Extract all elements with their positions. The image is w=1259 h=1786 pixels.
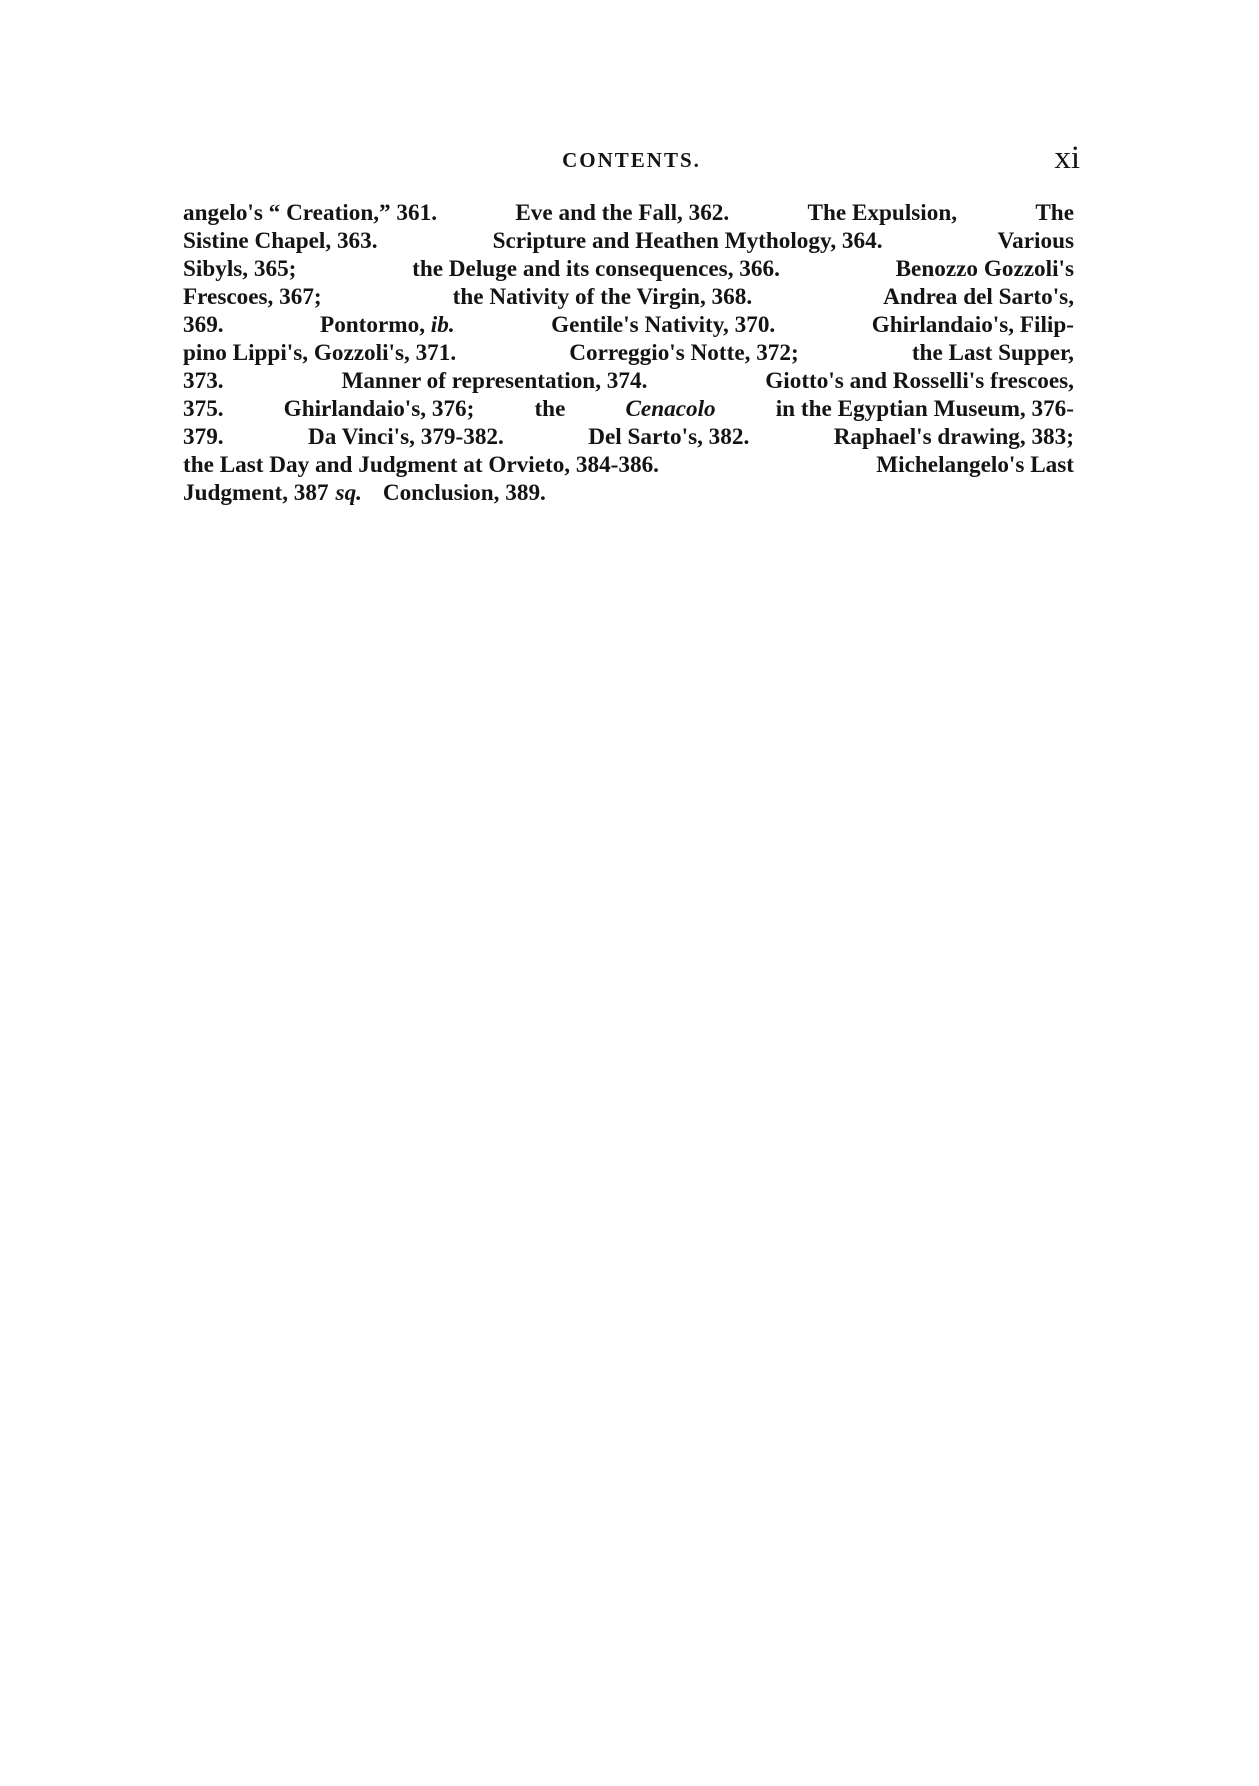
contents-segment: Scripture and Heathen Mythology, 364.: [492, 228, 883, 254]
italic-abbreviation: ib.: [430, 312, 455, 338]
contents-segment: in the Egyptian Museum, 376-: [775, 396, 1074, 422]
contents-line: [183, 227, 1074, 255]
contents-segment: angelo's “ Creation,” 361.: [183, 200, 437, 226]
contents-segment: 375.: [183, 396, 224, 422]
contents-segment: Ghirlandaio's, 376;: [283, 396, 475, 422]
italic-term: Cenacolo: [625, 396, 716, 422]
running-head: [183, 140, 1080, 180]
contents-text: [183, 199, 1074, 507]
contents-segment: Conclusion, 389.: [382, 480, 546, 506]
contents-segment: the Nativity of the Virgin, 368.: [452, 284, 753, 310]
contents-segment: The: [1035, 200, 1074, 226]
contents-line: [183, 395, 1074, 423]
contents-segment: 379.: [183, 424, 224, 450]
contents-segment: the Last Supper,: [911, 340, 1074, 366]
contents-line: [183, 451, 1074, 479]
contents-segment: Pontormo,: [320, 312, 425, 338]
contents-segment: 373.: [183, 368, 224, 394]
italic-abbreviation: sq.: [335, 480, 362, 506]
contents-segment: Judgment, 387: [183, 480, 329, 506]
contents-segment: Michelangelo's Last: [876, 452, 1074, 478]
contents-segment: the Last Day and Judgment at Orvieto, 384-386.: [183, 452, 659, 478]
contents-line: [183, 367, 1074, 395]
contents-segment: the Deluge and its consequences, 366.: [412, 256, 780, 282]
contents-segment: Raphael's drawing, 383;: [833, 424, 1074, 450]
contents-segment: Gentile's Nativity, 370.: [551, 312, 776, 338]
contents-segment: Andrea del Sarto's,: [883, 284, 1074, 310]
contents-line: [183, 339, 1074, 367]
contents-segment: 369.: [183, 312, 224, 338]
contents-line: [183, 423, 1074, 451]
contents-segment: Benozzo Gozzoli's: [895, 256, 1074, 282]
contents-line: [183, 479, 1074, 507]
contents-segment: Da Vinci's, 379-382.: [308, 424, 504, 450]
contents-segment: The Expulsion,: [807, 200, 958, 226]
contents-segment: Sistine Chapel, 363.: [183, 228, 378, 254]
contents-segment: pino Lippi's, Gozzoli's, 371.: [183, 340, 457, 366]
contents-segment: Manner of representation, 374.: [341, 368, 648, 394]
contents-segment: Various: [997, 228, 1074, 254]
contents-line: [183, 255, 1074, 283]
contents-segment: [320, 311, 455, 339]
running-title: CONTENTS.: [562, 148, 701, 172]
contents-segment: Correggio's Notte, 372;: [569, 340, 799, 366]
contents-segment: Giotto's and Rosselli's frescoes,: [765, 368, 1074, 394]
contents-segment: Eve and the Fall, 362.: [515, 200, 730, 226]
contents-segment: the: [534, 396, 566, 422]
contents-segment: Del Sarto's, 382.: [588, 424, 750, 450]
contents-segment: Frescoes, 367;: [183, 284, 322, 310]
contents-line: [183, 283, 1074, 311]
contents-segment: Ghirlandaio's, Filip-: [871, 312, 1074, 338]
contents-line: [183, 199, 1074, 227]
contents-line: [183, 311, 1074, 339]
page-number: xi: [1054, 140, 1080, 176]
contents-segment: Sibyls, 365;: [183, 256, 297, 282]
